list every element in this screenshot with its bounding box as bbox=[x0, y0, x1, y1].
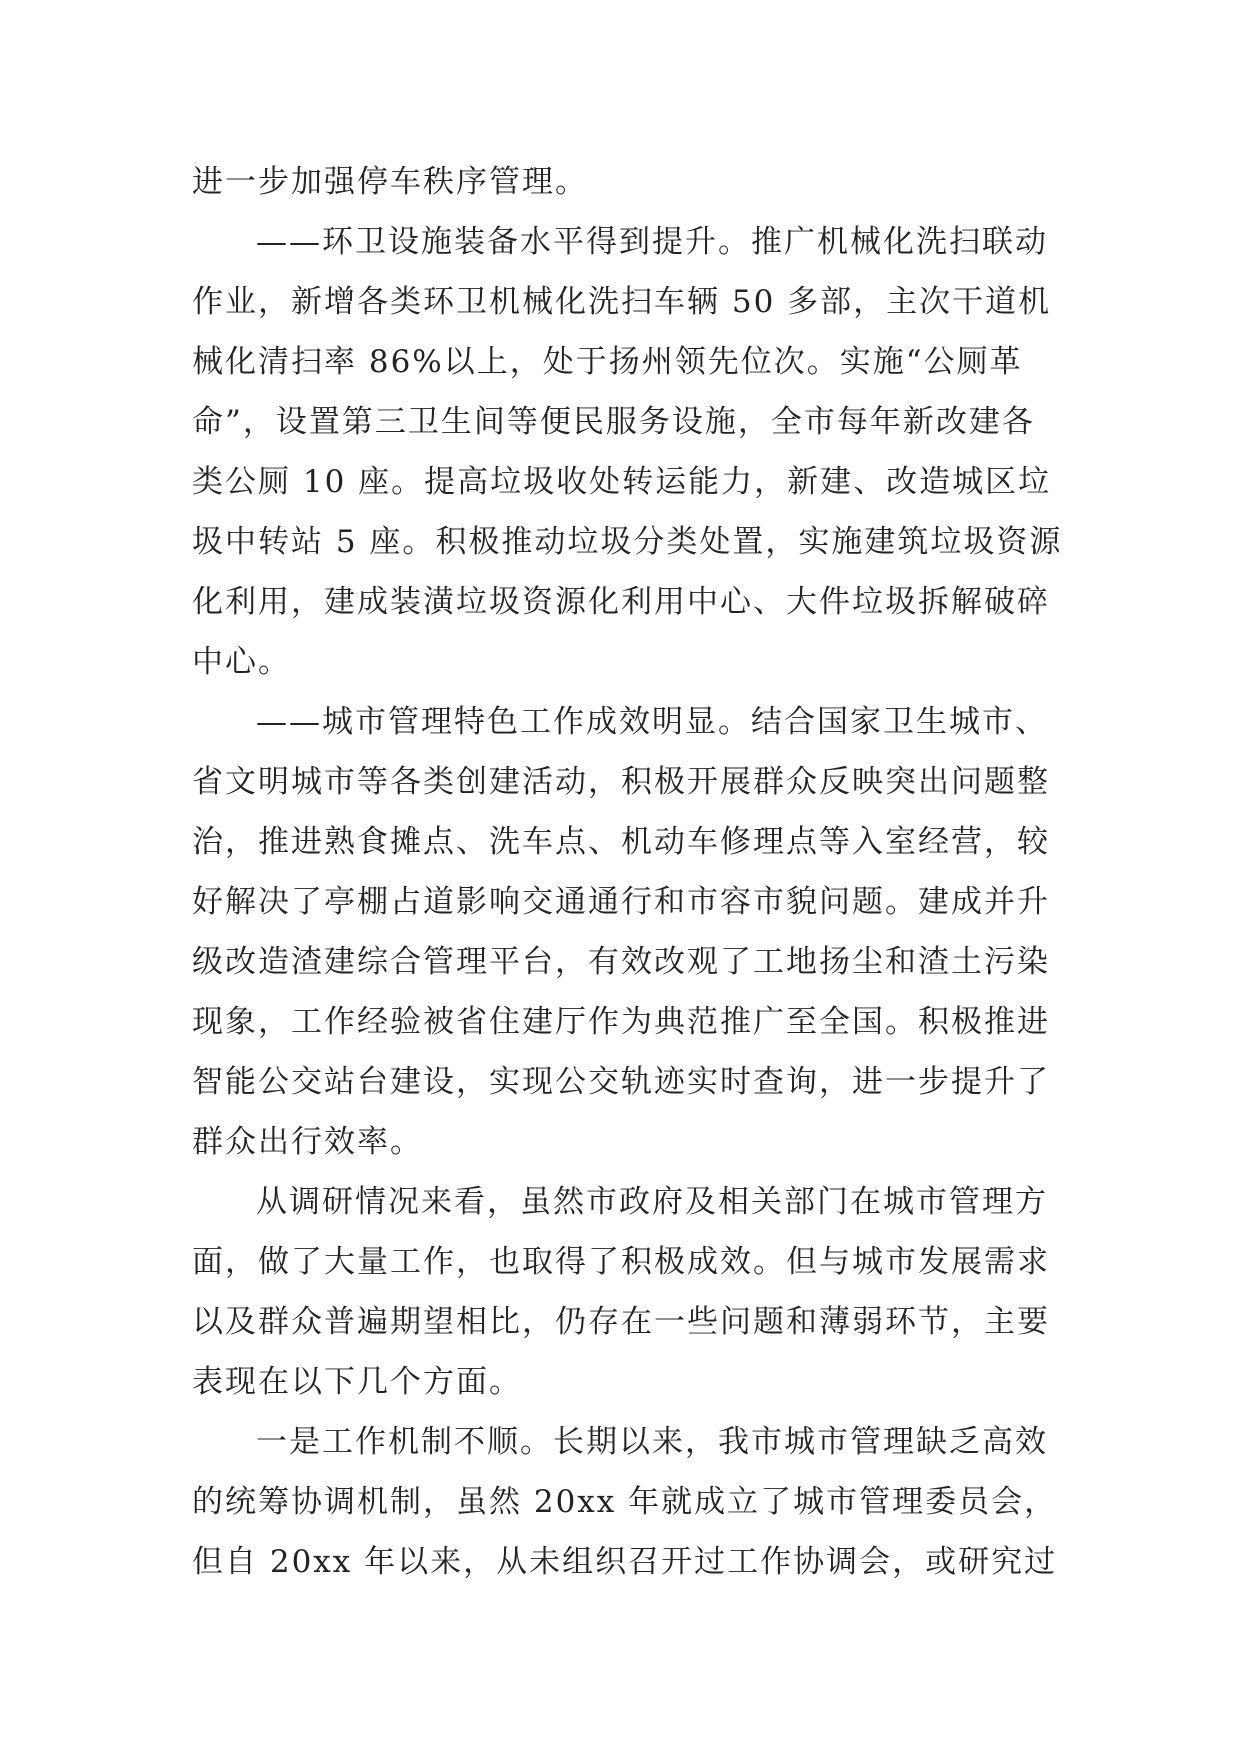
text-line: 省文明城市等各类创建活动，积极开展群众反映突出问题整 bbox=[192, 764, 1050, 800]
text-line: 以及群众普遍期望相比，仍存在一些问题和薄弱环节，主要 bbox=[192, 1304, 1050, 1340]
text-line: 治，推进熟食摊点、洗车点、机动车修理点等入室经营，较 bbox=[192, 824, 1050, 860]
paragraph-first-line: 一是工作机制不顺。长期以来，我市城市管理缺乏高效 bbox=[256, 1424, 1048, 1460]
text-line: 进一步加强停车秩序管理。 bbox=[192, 164, 588, 200]
text-line: 中心。 bbox=[192, 644, 291, 680]
text-line: 现象，工作经验被省住建厅作为典范推广至全国。积极推进 bbox=[192, 1004, 1050, 1040]
text-line: 圾中转站 5 座。积极推动垃圾分类处置，实施建筑垃圾资源 bbox=[192, 524, 1063, 560]
text-line: 面，做了大量工作，也取得了积极成效。但与城市发展需求 bbox=[192, 1244, 1050, 1280]
text-line: 的统筹协调机制，虽然 20xx 年就成立了城市管理委员会， bbox=[192, 1484, 1058, 1520]
document-body bbox=[192, 152, 1063, 1592]
paragraph-first-line: ——城市管理特色工作成效明显。结合国家卫生城市、 bbox=[256, 704, 1048, 740]
text-line: 命”，设置第三卫生间等便民服务设施，全市每年新改建各 bbox=[192, 404, 1035, 440]
text-line: 群众出行效率。 bbox=[192, 1124, 423, 1160]
text-line: 表现在以下几个方面。 bbox=[192, 1364, 522, 1400]
text-line: 智能公交站台建设，实现公交轨迹实时查询，进一步提升了 bbox=[192, 1064, 1050, 1100]
text-line: 类公厕 10 座。提高垃圾收处转运能力，新建、改造城区垃 bbox=[192, 464, 1052, 500]
paragraph-first-line: 从调研情况来看，虽然市政府及相关部门在城市管理方 bbox=[256, 1184, 1048, 1220]
paragraph-first-line: ——环卫设施装备水平得到提升。推广机械化洗扫联动 bbox=[256, 224, 1048, 260]
text-line: 级改造渣建综合管理平台，有效改观了工地扬尘和渣土污染 bbox=[192, 944, 1050, 980]
text-line: 好解决了亭棚占道影响交通通行和市容市貌问题。建成并升 bbox=[192, 884, 1050, 920]
text-line: 作业，新增各类环卫机械化洗扫车辆 50 多部，主次干道机 bbox=[192, 284, 1052, 320]
text-line: 化利用，建成装潢垃圾资源化利用中心、大件垃圾拆解破碎 bbox=[192, 584, 1050, 620]
text-line: 但自 20xx 年以来，从未组织召开过工作协调会，或研究过 bbox=[192, 1544, 1058, 1580]
text-line: 械化清扫率 86%以上，处于扬州领先位次。实施“公厕革 bbox=[192, 344, 1023, 380]
